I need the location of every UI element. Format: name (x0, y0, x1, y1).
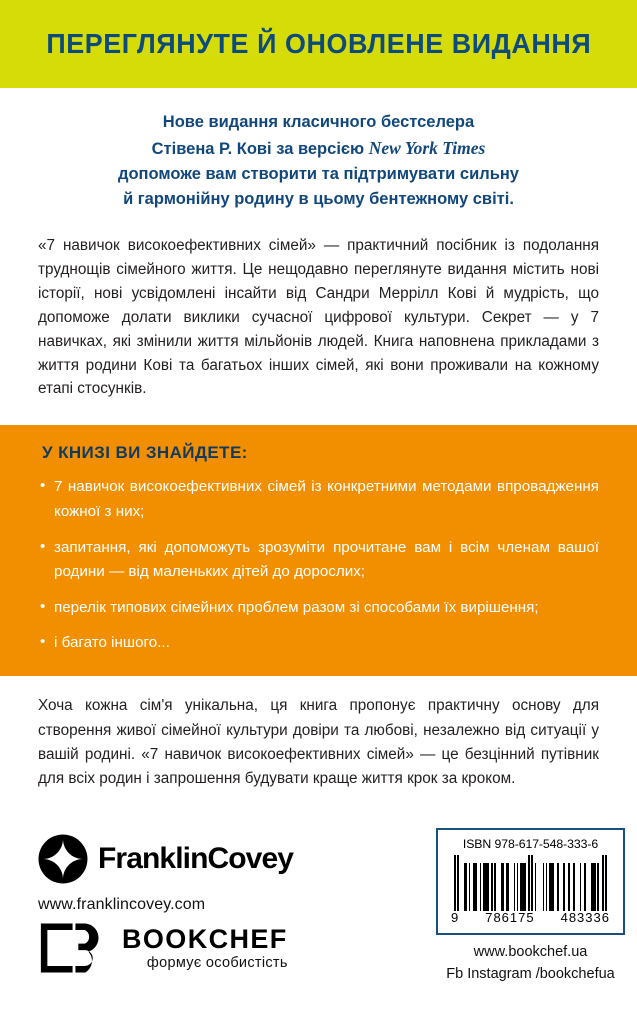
highlights-panel (0, 425, 637, 676)
highlights-heading: У КНИЗІ ВИ ЗНАЙДЕТЕ: (42, 443, 248, 463)
franklincovey-block (38, 834, 368, 914)
franklincovey-wordmark: FranklinCovey (98, 842, 294, 875)
isbn-number: ISBN 978-617-548-333-6 (462, 837, 599, 851)
footer (0, 824, 637, 1024)
list-item: • 7 навичок високоефективних сімей із конкретними методами впровадження кожної з них; (38, 475, 599, 524)
body-paragraph: «7 навичок високоефективних сімей» — практичний посібник із подолання труднощів сімейного життя. Це нещодавно переглянуте видання містить нові історії, нові усвідомлені інсайти від Сандри Меррілл Кові й мудрість, що допоможе долати виклики сучасної цифрової культури. Секрет — у 7 навичках, які змінили життя мільйонів людей. Книга наповнена прикладами з життя родини Кові та багатьох інших сімей, які вони проживали на кожному етапі стосунків. (38, 237, 599, 398)
intro-line-4: й гармонійну родину в цьому бентежному світі. (123, 190, 514, 209)
barcode-bars (447, 855, 614, 911)
highlights-list (38, 475, 599, 656)
franklincovey-logo (38, 834, 368, 884)
list-item: • запитання, які допоможуть зрозуміти прочитане вам і всім членам вашої родини — від маленьких дітей до дорослих; (38, 536, 599, 585)
publisher-contact (436, 942, 625, 986)
intro-blurb (0, 88, 637, 220)
isbn-barcode (436, 828, 625, 935)
bookchef-cb-mark-icon (38, 922, 110, 974)
barcode-digit-group-1: 786175 (485, 910, 535, 925)
closing-paragraph: Хоча кожна сім'я унікальна, ця книга пропонує практичну основу для створення живої сімейної культури довіри та любові, незалежно від ситуації у вашій родині. «7 навичок високоефективних сімей» — це безцінний путівник для всіх родин і запрошення будувати краще життя крок за кроком. (38, 697, 599, 788)
intro-line-1: Нове видання класичного бестселера (162, 113, 475, 131)
top-banner (0, 0, 637, 88)
intro-line-2 (36, 135, 601, 162)
bookchef-tagline: формує особистість (146, 954, 288, 971)
bookchef-site[interactable]: www.bookchef.ua (473, 944, 588, 960)
banner-headline: ПЕРЕГЛЯНУТЕ Й ОНОВЛЕНЕ ВИДАННЯ (46, 28, 591, 59)
list-item: • і багато іншого... (38, 631, 599, 656)
barcode-digits (447, 910, 614, 925)
bookchef-name: BOOKCHEF (122, 923, 288, 954)
intro-line-2-text: Стівена Р. Кові за версією (151, 140, 369, 159)
intro-line-3: допоможе вам створити та підтримувати сильну (118, 165, 519, 184)
bookchef-logo (38, 922, 288, 974)
list-item: • перелік типових сімейних проблем разом зі способами їх вирішення; (38, 596, 599, 621)
barcode-digit-left: 9 (451, 910, 460, 925)
bookchef-social[interactable]: Fb Instagram /bookchefua (446, 965, 615, 982)
fourpoint-star-icon (38, 834, 88, 884)
franklincovey-url[interactable]: www.franklincovey.com (38, 896, 206, 913)
bookchef-wordmark-group (122, 923, 288, 971)
barcode-digit-group-2: 483336 (560, 910, 610, 925)
new-york-times-mention: New York Times (368, 138, 486, 159)
